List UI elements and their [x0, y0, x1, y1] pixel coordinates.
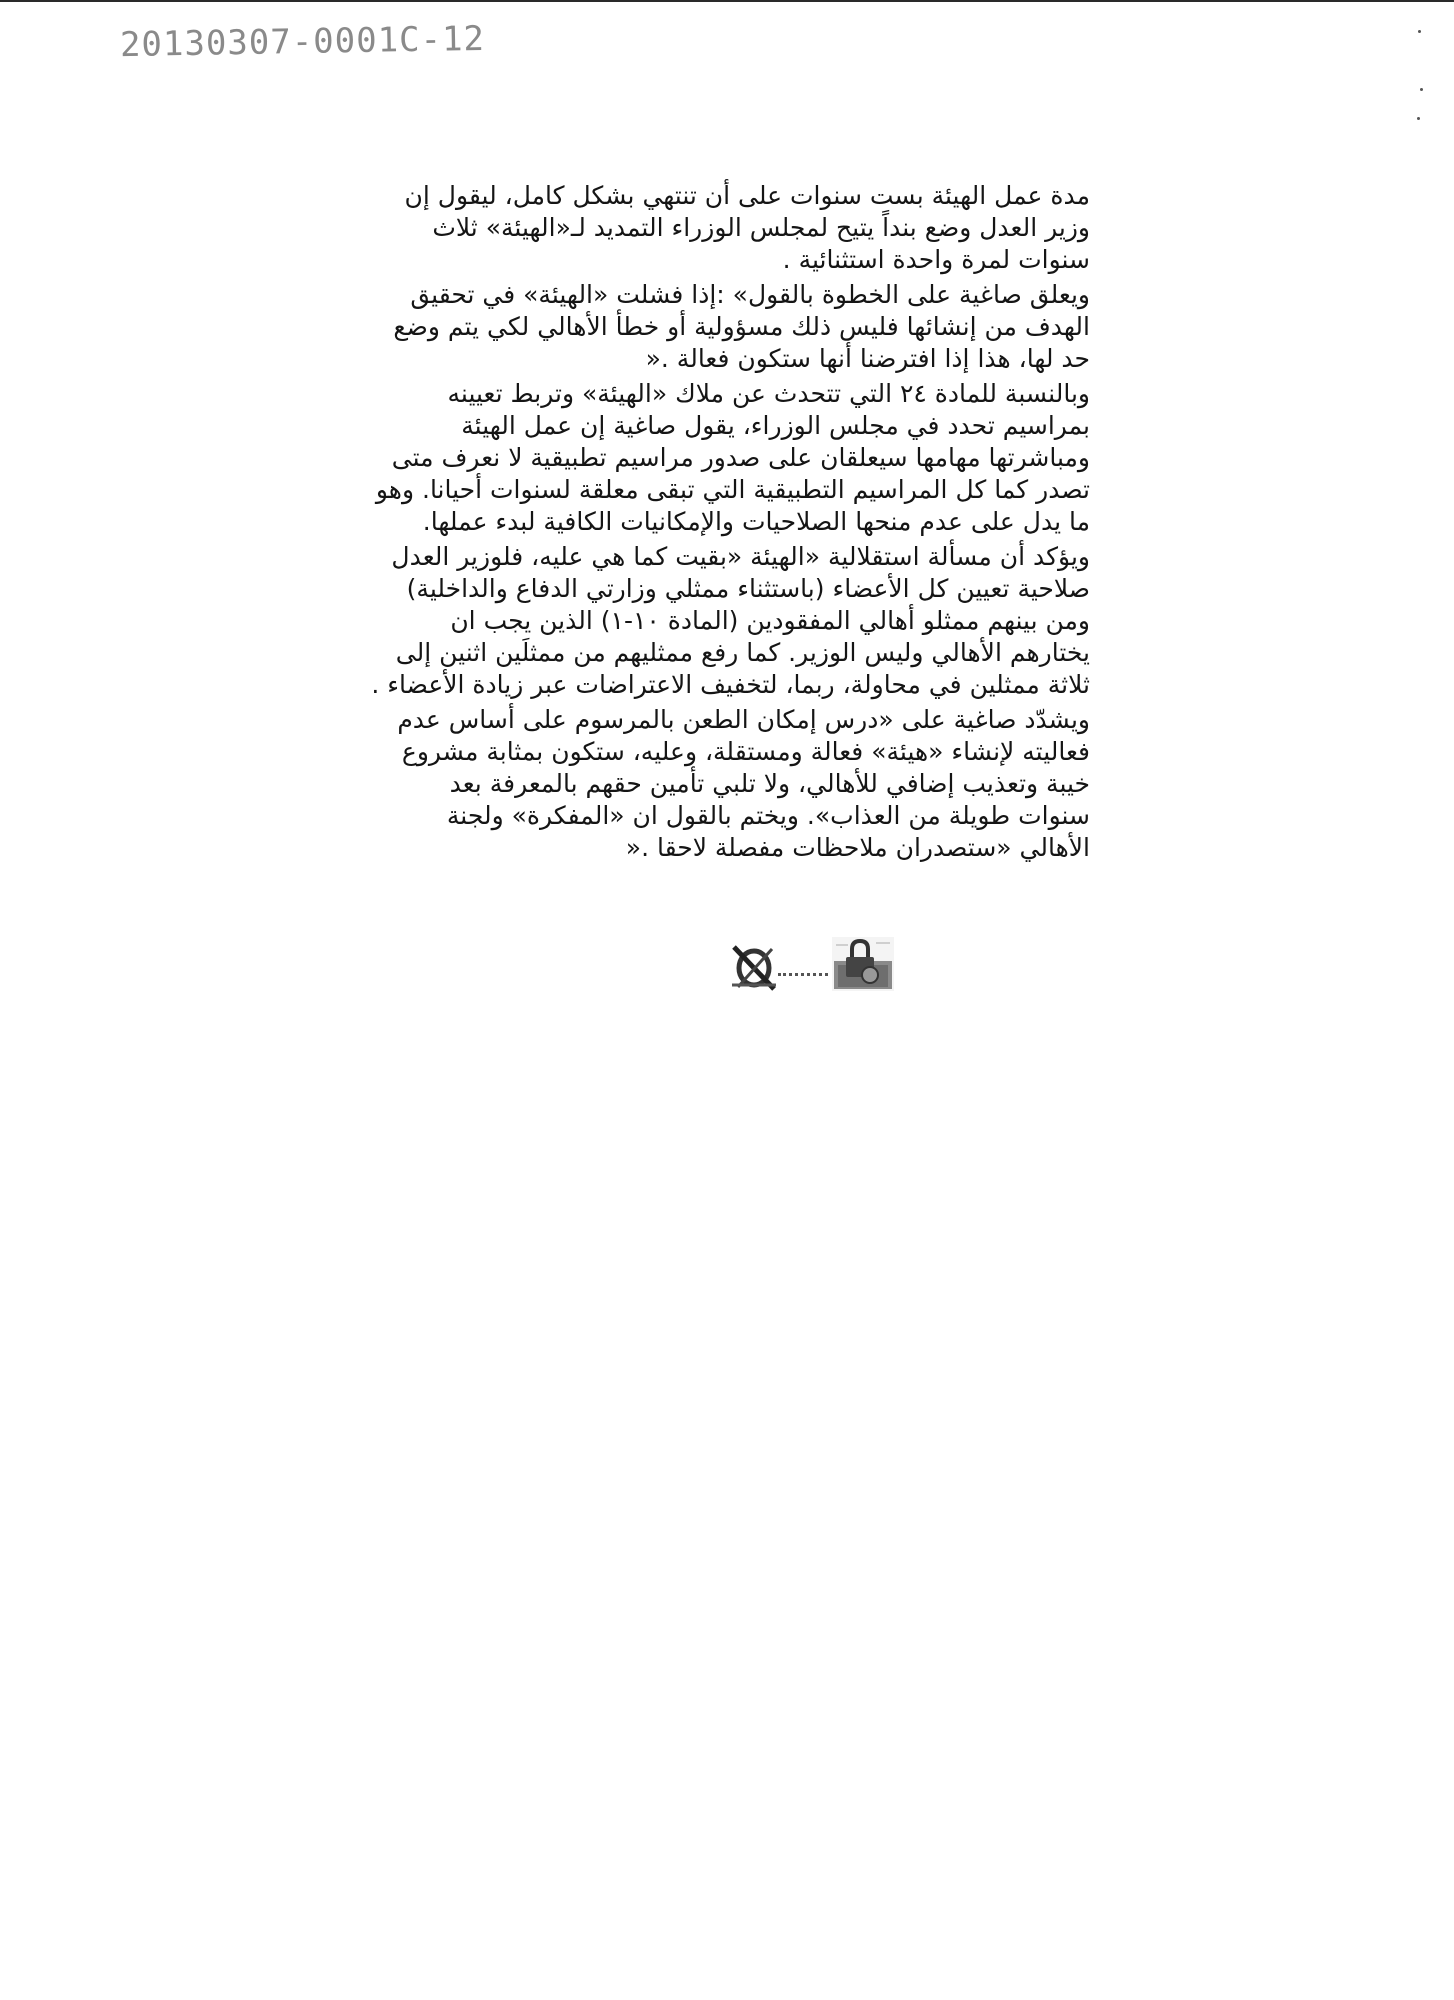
- paragraph: ويشدّد صاغية على «درس إمكان الطعن بالمرسوم على أساس عدم فعاليته لإنشاء «هيئة» فعالة ومستقلة، وعليه، ستكون بمثابة مشروع خيبة وتعذيب إضافي للأهالي، ولا تلبي تأمين حقهم بالمعرفة بعد سنوات طويلة من العذاب». ويختم بالقول ان «المفكرة» ولجنة الأهالي «ستصدران ملاحظات مفصلة لاحقا .«: [397, 705, 1090, 862]
- scan-top-edge: [0, 0, 1454, 2]
- crossed-circle-icon: [728, 941, 780, 993]
- scan-speck: [1418, 30, 1421, 33]
- scan-speck: [1420, 88, 1423, 91]
- paragraph: ويعلق صاغية على الخطوة بالقول» :إذا فشلت «الهيئة» في تحقيق الهدف من إنشائها فليس ذلك مسؤولية أو خطأ الأهالي لكي يتم وضع حد لها، هذا إذا افترضنا أنها ستكون فعالة .«: [393, 280, 1090, 373]
- padlock-stamp-icon: [832, 937, 894, 991]
- scan-speck: [1417, 117, 1420, 120]
- dotted-connector: [778, 973, 828, 976]
- paragraph: مدة عمل الهيئة بست سنوات على أن تنتهي بشكل كامل، ليقول إن وزير العدل وضع بنداً يتيح لمجلس الوزراء التمديد لـ«الهيئة» ثلاث سنوات لمرة واحدة استثنائية .: [404, 181, 1090, 274]
- article-body: [370, 180, 1090, 867]
- paragraph: ويؤكد أن مسألة استقلالية «الهيئة «بقيت كما هي عليه، فلوزير العدل صلاحية تعيين كل الأعضاء (باستثناء ممثلي وزارتي الدفاع والداخلية) ومن بينهم ممثلو أهالي المفقودين (المادة ١٠-١) الذين يجب ان يختارهم الأهالي وليس الوزير. كما رفع ممثليهم من ممثلَين اثنين إلى ثلاثة ممثلين في محاولة، ربما، لتخفيف الاعتراضات عبر زيادة الأعضاء .: [371, 542, 1090, 699]
- handwritten-reference: 20130307-0001C-12: [119, 18, 486, 66]
- footer-logos: [728, 937, 898, 997]
- paragraph: وبالنسبة للمادة ٢٤ التي تتحدث عن ملاك «الهيئة» وتربط تعيينه بمراسيم تحدد في مجلس الوزراء، يقول صاغية إن عمل الهيئة ومباشرتها مهامها سيعلقان على صدور مراسيم تطبيقية لا نعرف متى تصدر كما كل المراسيم التطبيقية التي تبقى معلقة لسنوات أحيانا. وهو ما يدل على عدم منحها الصلاحيات والإمكانيات الكافية لبدء عملها.: [375, 379, 1090, 536]
